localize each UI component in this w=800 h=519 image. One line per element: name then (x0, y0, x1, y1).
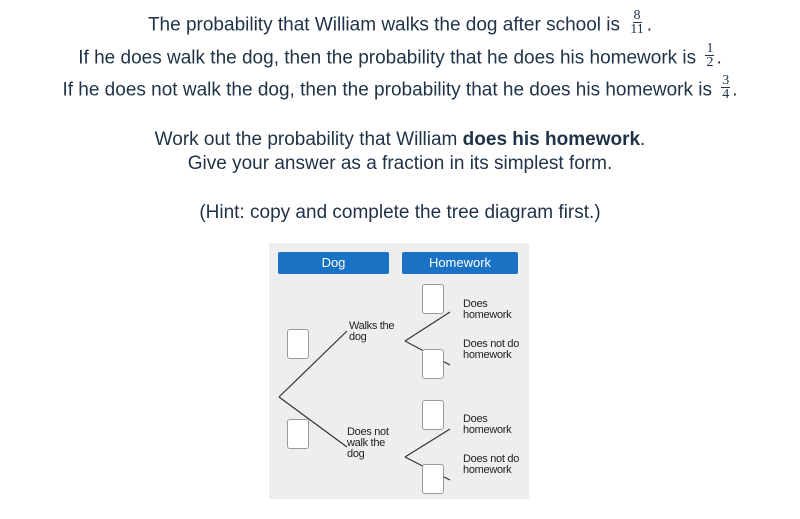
fraction-3-4 (721, 74, 730, 101)
question-text-2: If he does walk the dog, then the probability that he does his homework is (78, 47, 697, 69)
period: . (716, 47, 722, 69)
fraction-numerator: 3 (722, 73, 730, 88)
header-homework: Homework (402, 252, 518, 274)
task-emphasis: does his homework (462, 129, 641, 150)
label-walks: Walks the dog (349, 320, 395, 343)
branch-walks-homework (405, 312, 450, 341)
hint-line: (Hint: copy and complete the tree diagram first.) (199, 202, 601, 223)
fraction-numerator: 1 (706, 41, 714, 56)
question-line-3 (0, 73, 800, 104)
answer-box-not-walk[interactable] (287, 419, 309, 449)
answer-box-notwalk-no-homework[interactable] (422, 464, 444, 494)
label-does-homework-2: Does homework (463, 413, 512, 436)
fraction-8-11 (629, 9, 644, 36)
answer-box-walks-homework[interactable] (422, 284, 444, 314)
question-text-1: The probability that William walks the dog after school is (147, 14, 620, 36)
answer-box-walks-no-homework[interactable] (422, 349, 444, 379)
question-line-2 (0, 41, 800, 72)
fraction-numerator: 8 (633, 8, 641, 23)
fraction-denominator: 2 (706, 55, 714, 70)
period: . (640, 129, 646, 150)
tree-diagram (269, 243, 529, 499)
task-text: Work out the probability that William (154, 129, 463, 150)
period: . (646, 14, 653, 36)
label-does-homework-1: Does homework (463, 298, 512, 321)
branch-notwalk-homework (405, 429, 450, 457)
question-text-3: If he does not walk the dog, then the probability that he does his homework is (62, 79, 712, 101)
answer-box-walks[interactable] (287, 329, 309, 359)
header-dog: Dog (278, 252, 389, 274)
fraction-1-2 (705, 42, 714, 69)
fraction-denominator: 4 (722, 87, 730, 102)
label-no-homework-1: Does not do homework (463, 338, 520, 361)
label-not-walk: Does not walk the dog (347, 426, 389, 460)
label-no-homework-2: Does not do homework (463, 453, 520, 476)
answer-box-notwalk-homework[interactable] (422, 400, 444, 430)
question-line-1 (0, 8, 800, 39)
period: . (732, 79, 738, 101)
task-line (0, 129, 800, 151)
task-line-2: Give your answer as a fraction in its simplest form. (187, 153, 613, 174)
fraction-denominator: 11 (630, 22, 644, 37)
